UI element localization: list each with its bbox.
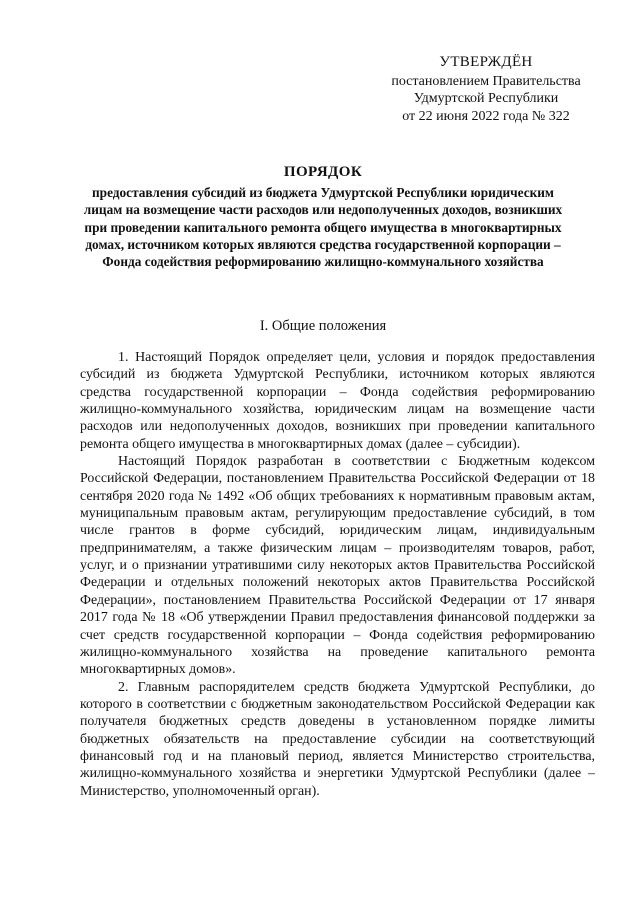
- approval-line: от 22 июня 2022 года № 322: [402, 108, 570, 124]
- document-body: [80, 349, 595, 800]
- paragraph: 2. Главным распорядителем средств бюджета Удмуртской Республики, до которого в соответствии с бюджетным законодательством Российской Федерации как получателя бюджетных средств доведены в установленном порядке лимиты бюджетных обязательств на предоставление субсидии на соответствующий финансовый год и на плановый период, является Министерство строительства, жилищно-коммунального хозяйства и энергетики Удмуртской Республики (далее – Министерство, уполномоченный орган).: [80, 679, 595, 799]
- document-subtitle: предоставления субсидий из бюджета Удмуртской Республики юридическим лицам на возмещение части расходов или недополученных доходов, возникших при проведении капитального ремонта общего имущества в многоквартирных домах, источником которых являются средства государственной корпорации – Фонда содействия реформированию жилищно-коммунального хозяйства: [83, 185, 563, 270]
- approval-line: Удмуртской Республики: [413, 91, 559, 106]
- approval-line: постановлением Правительства: [391, 73, 581, 89]
- paragraph: Настоящий Порядок разработан в соответствии с Бюджетным кодексом Российской Федерации, постановлением Правительства Российской Федерации от 18 сентября 2020 года № 1492 «Об общих требованиях к нормативным правовым актам, муниципальным правовым актам, регулирующим предоставление субсидий, в том числе грантов в форме субсидий, юридическим лицам, индивидуальным предпринимателям, а также физическим лицам – производителям товаров, работ, услуг, и о признании утратившими силу некоторых актов Правительства Российской Федерации и отдельных положений некоторых актов Правительства Российской Федерации», постановлением Правительства Российской Федерации от 17 января 2017 года № 18 «Об утверждении Правил предоставления финансовой поддержки за счет средств государственной корпорации – Фонда содействия реформированию жилищно-коммунального хозяйства на проведение капитального ремонта многоквартирных домов».: [80, 454, 595, 678]
- approval-stamp: [376, 54, 596, 125]
- section-heading: I. Общие положения: [259, 318, 387, 334]
- document-title: ПОРЯДОК: [283, 164, 363, 180]
- paragraph: 1. Настоящий Порядок определяет цели, условия и порядок предоставления субсидий из бюджета Удмуртской Республики, источником которых являются средства государственной корпорации – Фонда содействия реформированию жилищно-коммунального хозяйства, юридическим лицам на возмещение части расходов или недополученных доходов, возникших при проведении капитального ремонта общего имущества в многоквартирных домах (далее – субсидии).: [80, 350, 595, 452]
- approval-title: УТВЕРЖДЁН: [439, 54, 533, 70]
